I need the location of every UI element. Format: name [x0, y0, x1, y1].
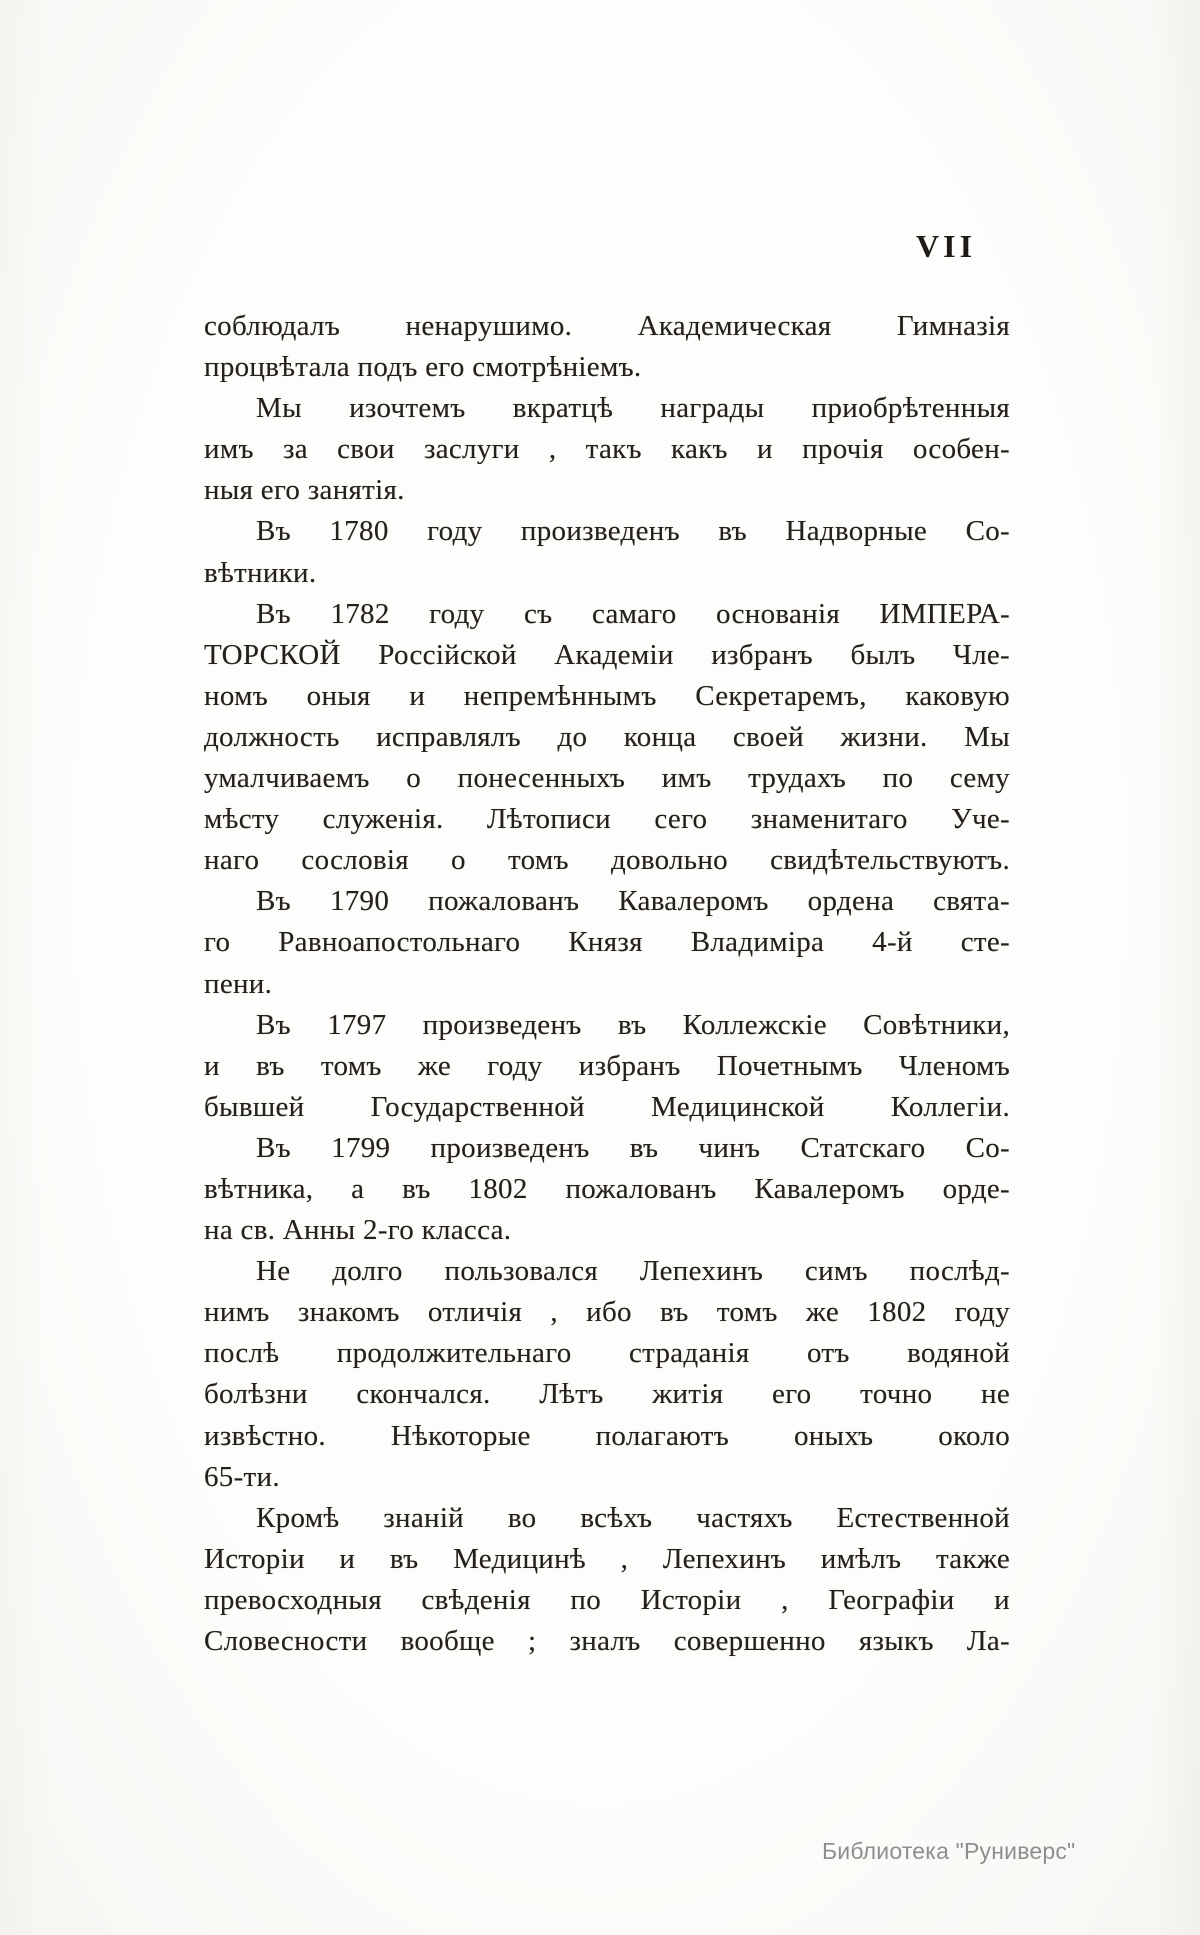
text-line: Въ 1790 пожалованъ Кавалеромъ ордена свята-	[256, 885, 1010, 918]
page-number: VII	[916, 228, 977, 264]
text-line: пени.	[204, 967, 273, 1000]
text-line: извѣстно. Нѣкоторые полагаютъ оныхъ около	[204, 1419, 1010, 1452]
text-line: ныя его занятія.	[204, 474, 405, 507]
text-line: на св. Анны 2-го класса.	[204, 1214, 512, 1247]
text-line: Не долго пользовался Лепехинъ симъ послѣд-	[256, 1255, 1010, 1288]
text-block	[204, 306, 1010, 1662]
text-line: бывшей Государственной Медицинской Коллегіи.	[204, 1090, 1010, 1123]
library-watermark: Библиотека "Руниверс"	[822, 1838, 1076, 1864]
text-line: го Равноапостольнаго Князя Владиміра 4-й сте-	[204, 926, 1010, 959]
text-line: должность исправлялъ до конца своей жизни. Мы	[204, 720, 1010, 753]
text-line: Въ 1782 году съ самаго основанія ИМПЕРА-	[256, 597, 1010, 630]
text-line: номъ оныя и непремѣннымъ Секретаремъ, каковую	[204, 679, 1010, 712]
text-line: имъ за свои заслуги , такъ какъ и прочія особен-	[204, 433, 1010, 466]
text-line: Въ 1780 году произведенъ въ Надворные Со-	[256, 515, 1010, 548]
text-line: умалчиваемъ о понесенныхъ имъ трудахъ по сему	[204, 762, 1010, 795]
text-line: послѣ продолжительнаго страданія отъ водяной	[204, 1337, 1010, 1370]
text-line: Мы изочтемъ вкратцѣ награды приобрѣтенныя	[256, 392, 1010, 425]
text-line: болѣзни скончался. Лѣтъ житія его точно не	[204, 1378, 1010, 1411]
text-line: мѣсту служенія. Лѣтописи сего знаменитаго Уче-	[204, 803, 1010, 836]
text-line: и въ томъ же году избранъ Почетнымъ Членомъ	[204, 1049, 1010, 1082]
text-line: Исторіи и въ Медицинѣ , Лепехинъ имѣлъ также	[204, 1542, 1010, 1575]
text-line: наго сословія о томъ довольно свидѣтельствуютъ.	[204, 844, 1010, 877]
text-line: вѣтника, а въ 1802 пожалованъ Кавалеромъ орде-	[204, 1172, 1010, 1205]
text-line: превосходныя свѣденія по Исторіи , Географіи и	[204, 1583, 1010, 1616]
text-line: процвѣтала подъ его смотрѣніемъ.	[204, 351, 642, 384]
text-line: 65-ти.	[204, 1460, 280, 1493]
text-line: Въ 1799 произведенъ въ чинъ Статскаго Со-	[256, 1131, 1010, 1164]
text-line: Въ 1797 произведенъ въ Коллежскіе Совѣтники,	[256, 1008, 1010, 1041]
text-line: ТОРСКОЙ Россійской Академіи избранъ былъ Чле-	[204, 638, 1010, 671]
text-line: Кромѣ знаній во всѣхъ частяхъ Естественной	[256, 1501, 1010, 1534]
text-line: соблюдалъ ненарушимо. Академическая Гимназія	[204, 310, 1010, 342]
text-line: вѣтники.	[204, 556, 317, 589]
text-line: Словесности вообще ; зналъ совершенно языкъ Ла-	[204, 1625, 1010, 1657]
text-line: нимъ знакомъ отличія , ибо въ томъ же 1802 году	[204, 1296, 1010, 1329]
